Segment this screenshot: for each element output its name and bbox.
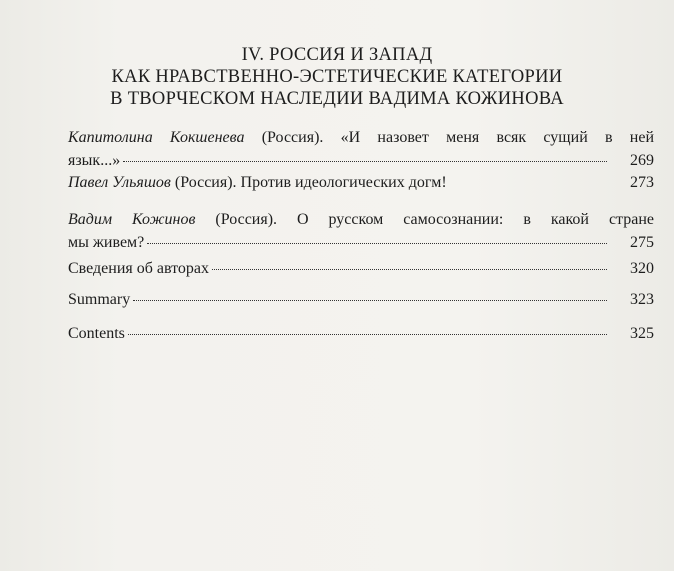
- toc-entry-last-line: [68, 257, 654, 280]
- toc-title-line: [68, 171, 447, 194]
- toc-title: (Россия). Против идеологических догм!: [170, 174, 447, 191]
- toc-title: Summary: [68, 291, 131, 308]
- toc-title-line-2: мы живем?: [68, 234, 145, 251]
- dot-leader: [450, 183, 607, 184]
- toc-entry-last-line: [68, 231, 654, 254]
- toc-page-number: 273: [630, 174, 654, 191]
- toc-title-line-1: (Россия). «И назовет меня всяк сущий в ней: [244, 129, 654, 146]
- toc-entry-last-line: [68, 171, 654, 194]
- toc-page-number: 275: [630, 234, 654, 251]
- toc-title-line-2: язык...»: [68, 152, 121, 169]
- toc-title: Сведения об авторах: [68, 260, 210, 277]
- toc-entry-contents[interactable]: [68, 322, 654, 345]
- dot-leader: [147, 242, 607, 244]
- toc-title-line-1: (Россия). О русском самосознании: в какой стране: [195, 211, 654, 228]
- section-heading: [0, 44, 674, 110]
- toc-author: Капитолина Кокшенева: [68, 129, 245, 146]
- toc-entry-ulyashov[interactable]: [68, 171, 654, 194]
- toc-title: Contents: [68, 325, 125, 342]
- toc-entry-authors-info[interactable]: [68, 257, 654, 280]
- toc-page-number: 269: [630, 152, 654, 169]
- section-heading-line-3: В ТВОРЧЕСКОМ НАСЛЕДИИ ВАДИМА КОЖИНОВА: [110, 89, 564, 109]
- toc-entry-last-line: [68, 288, 654, 311]
- toc-page-number: 325: [630, 325, 654, 342]
- dot-leader: [133, 299, 607, 301]
- toc-author: Вадим Кожинов: [68, 211, 196, 228]
- dot-leader: [123, 160, 607, 162]
- toc-entry-line-1: [68, 126, 654, 149]
- dot-leader: [128, 333, 607, 335]
- section-heading-line-1: IV. РОССИЯ И ЗАПАД: [241, 45, 433, 65]
- dot-leader: [212, 268, 607, 270]
- section-heading-line-2: КАК НРАВСТВЕННО-ЭСТЕТИЧЕСКИЕ КАТЕГОРИИ: [111, 67, 563, 87]
- toc-entry-kokshenyova[interactable]: [68, 126, 654, 172]
- toc-entry-last-line: [68, 149, 654, 172]
- toc-entry-kozhinov[interactable]: [68, 208, 654, 254]
- toc-page-number: 323: [630, 291, 654, 308]
- toc-author: Павел Ульяшов: [68, 174, 171, 191]
- toc-entry-last-line: [68, 322, 654, 345]
- toc-entry-line-1: [68, 208, 654, 231]
- toc-page-number: 320: [630, 260, 654, 277]
- toc-entry-summary[interactable]: [68, 288, 654, 311]
